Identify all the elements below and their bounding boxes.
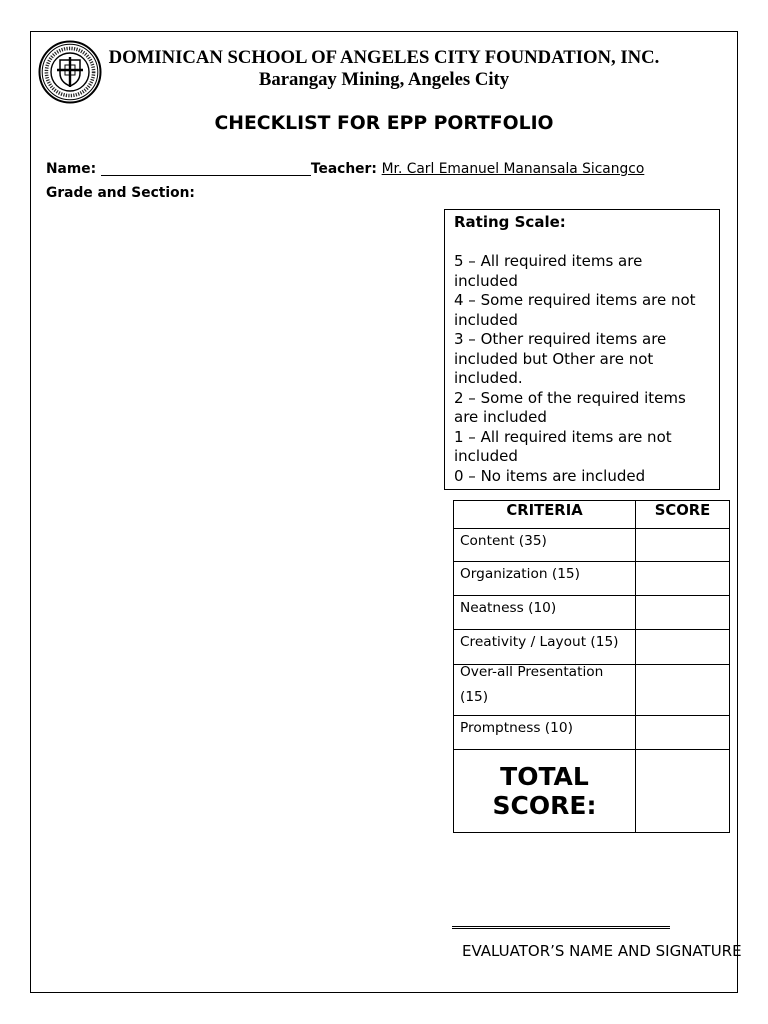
criterion-cell: Neatness (10) — [454, 596, 636, 630]
criterion-text: Over-all Presentation (15) — [460, 664, 604, 705]
criterion-cell: Organization (15) — [454, 562, 636, 596]
table-row — [454, 665, 730, 716]
rating-scale-list — [454, 252, 704, 486]
rating-item-0: 0 – No items are included — [454, 466, 646, 485]
total-score-cell — [636, 750, 730, 833]
name-line — [46, 160, 644, 178]
rating-item-1: 1 – All required items are not included — [454, 427, 672, 465]
criteria-table — [453, 500, 730, 833]
score-cell — [636, 562, 730, 596]
name-label: Name: — [46, 161, 97, 177]
score-cell — [636, 529, 730, 562]
rating-item-3: 3 – Other required items are included but Other are not included. — [454, 330, 667, 387]
school-header — [30, 47, 738, 91]
score-cell — [636, 716, 730, 750]
table-row — [454, 630, 730, 665]
criterion-cell: Content (35) — [454, 529, 636, 562]
criterion-cell: Promptness (10) — [454, 716, 636, 750]
page-title: CHECKLIST FOR EPP PORTFOLIO — [214, 113, 554, 134]
total-row — [454, 750, 730, 833]
score-header: SCORE — [636, 501, 730, 529]
criterion-cell — [454, 665, 636, 716]
school-address: Barangay Mining, Angeles City — [258, 69, 510, 90]
name-blank-line — [101, 175, 311, 176]
table-row — [454, 596, 730, 630]
rating-item-5: 5 – All required items are included — [454, 252, 643, 290]
score-cell — [636, 665, 730, 716]
teacher-name: Mr. Carl Emanuel Manansala Sicangco — [381, 161, 645, 177]
score-cell — [636, 596, 730, 630]
table-header-row — [454, 501, 730, 529]
table-row — [454, 529, 730, 562]
criteria-header: CRITERIA — [454, 501, 636, 529]
criterion-cell: Creativity / Layout (15) — [454, 630, 636, 665]
table-row — [454, 716, 730, 750]
table-row — [454, 562, 730, 596]
signature-line — [452, 926, 670, 929]
teacher-label: Teacher: — [310, 161, 377, 177]
evaluator-signature-label: EVALUATOR’S NAME AND SIGNATURE — [462, 942, 742, 960]
total-score-label: TOTAL SCORE: — [454, 750, 636, 833]
grade-section-label: Grade and Section: — [46, 185, 195, 201]
school-name: DOMINICAN SCHOOL OF ANGELES CITY FOUNDATION, INC. — [108, 47, 660, 68]
rating-scale-box — [444, 209, 720, 490]
rating-scale-title: Rating Scale: — [454, 213, 566, 231]
rating-item-4: 4 – Some required items are not included — [454, 291, 696, 329]
rating-item-2: 2 – Some of the required items are included — [454, 388, 686, 426]
score-cell — [636, 630, 730, 665]
